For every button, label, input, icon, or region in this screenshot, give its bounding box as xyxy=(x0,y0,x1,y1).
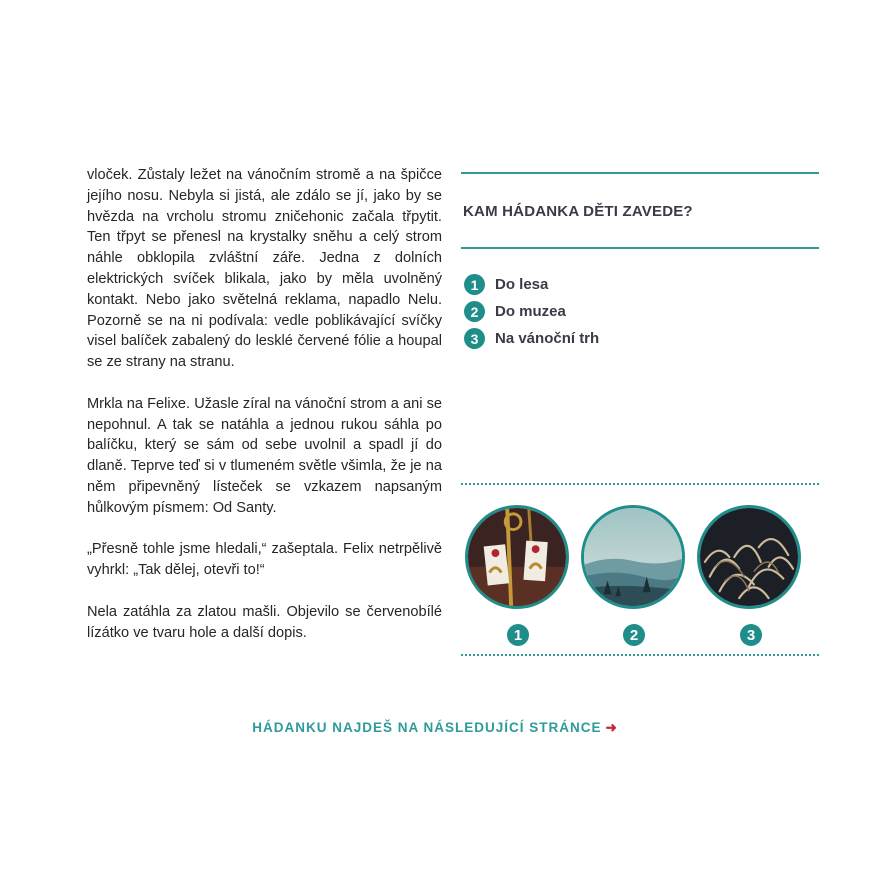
images-top-divider xyxy=(461,483,819,485)
answer-option-1[interactable] xyxy=(464,271,599,298)
answer-list xyxy=(464,271,599,352)
image-number-1: 1 xyxy=(507,624,529,646)
image-number-2: 2 xyxy=(623,624,645,646)
keys-image xyxy=(468,508,566,606)
story-paragraph-4: Nela zatáhla za zlatou mašli. Objevilo se červenobílé lízátko ve tvaru hole a další dopis. xyxy=(87,603,442,641)
answer-number-1: 1 xyxy=(464,274,485,295)
next-page-text: HÁDANKU NAJDEŠ NA NÁSLEDUJÍCÍ STRÁNCE xyxy=(252,720,602,735)
answer-label-1: Do lesa xyxy=(495,276,549,293)
answer-option-3[interactable] xyxy=(464,325,599,352)
answer-label-3: Na vánoční trh xyxy=(495,330,600,347)
image-landscape[interactable] xyxy=(581,505,685,609)
next-page-hint[interactable] xyxy=(0,720,870,736)
straw-image xyxy=(700,508,798,606)
answer-option-2[interactable] xyxy=(464,298,599,325)
story-paragraph-1: vloček. Zůstaly ležet na vánočním stromě a na špičce jejího nosu. Nebyla si jistá, ale zdálo se jí, jako by se hvězda na vrcholu stromu zničehonic začala třpytit. Ten třpyt se přenesl na krystalky sněhu a celý strom náhle obklopila zvláštní záře. Jedna z dolních elektrických svíček blikala, jako by měla uvolněný kontakt. Nebo jako světelná reklama, napadlo Nelu. Pozorně se na ni podívala: vedle poblikávající svíčky visel balíček zabalený do lesklé červené fólie a houpal se ze strany na stranu. xyxy=(87,167,442,371)
story-paragraph-2: Mrkla na Felixe. Užasle zíral na vánoční strom a ani se nepohnul. A tak se natáhla a jednou rukou sáhla po balíčku, který se sám od sebe uvolnil a spadl jí do dlaně. Teprve teď si v tlumeném světle všimla, že je na něm připevněný lísteček se vzkazem napsaným hůlkovým písmem: Od Santy. xyxy=(87,395,442,516)
arrow-right-icon: ➜ xyxy=(605,720,618,735)
landscape-image xyxy=(584,508,682,606)
answer-number-3: 3 xyxy=(464,328,485,349)
image-keys[interactable] xyxy=(465,505,569,609)
answer-label-2: Do muzea xyxy=(495,303,566,320)
question-bottom-rule xyxy=(461,247,819,249)
question-top-rule xyxy=(461,172,819,174)
images-bottom-divider xyxy=(461,654,819,656)
story-text xyxy=(87,165,442,643)
answer-number-2: 2 xyxy=(464,301,485,322)
image-straw[interactable] xyxy=(697,505,801,609)
story-paragraph-3: „Přesně tohle jsme hledali,“ zašeptala. Felix netrpělivě vyhrkl: „Tak dělej, otevři to!“ xyxy=(87,541,442,579)
quiz-question: KAM HÁDANKA DĚTI ZAVEDE? xyxy=(463,203,693,220)
image-number-3: 3 xyxy=(740,624,762,646)
